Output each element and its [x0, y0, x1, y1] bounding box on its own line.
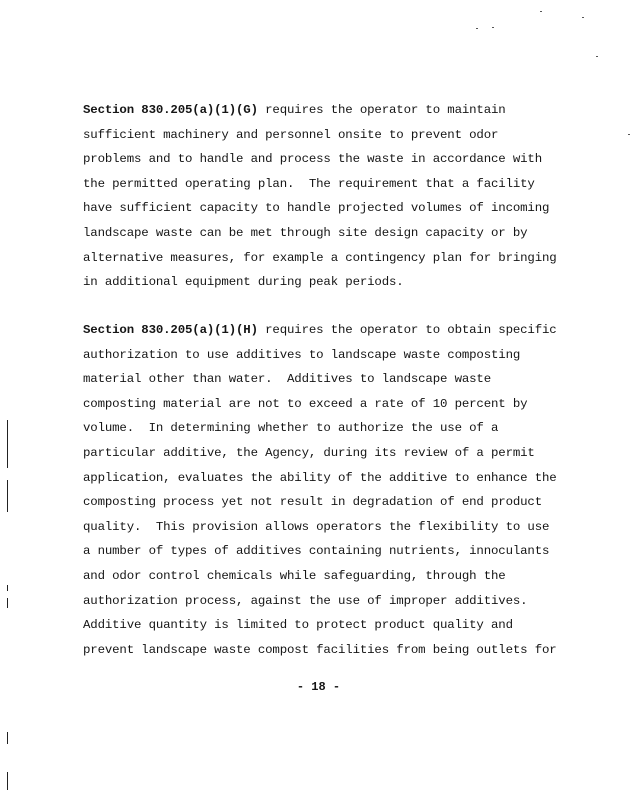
text-line: the permitted operating plan. The requirement that a facility [83, 176, 535, 191]
page-number: - 18 - [296, 680, 341, 694]
text-line: application, evaluates the ability of the additive to enhance the [83, 470, 557, 485]
text-line: composting material are not to exceed a rate of 10 percent by [83, 396, 528, 411]
text-line: a number of types of additives containing nutrients, innoculants [83, 544, 550, 559]
text-line [83, 318, 583, 343]
margin-scan-mark [7, 732, 8, 744]
text-line-content: requires the operator to maintain [257, 103, 506, 117]
margin-scan-mark [7, 598, 8, 608]
margin-scan-mark [7, 480, 8, 512]
paragraph-section-830-205-a-1-g [83, 98, 583, 295]
scan-speck [476, 28, 478, 29]
text-line-content: requires the operator to obtain specific [257, 323, 557, 337]
text-line: authorization to use additives to landscape waste composting [83, 347, 521, 362]
paragraph-section-830-205-a-1-h [83, 318, 583, 662]
text-line: composting process yet not result in degradation of end product [83, 495, 542, 510]
text-line: prevent landscape waste compost facilities from being outlets for [83, 642, 557, 657]
margin-scan-mark [7, 585, 8, 591]
scan-speck [582, 17, 584, 18]
scan-speck [596, 56, 598, 57]
margin-scan-mark [7, 772, 8, 790]
section-reference: Section 830.205(a)(1)(G) [83, 103, 258, 117]
text-line: authorization process, against the use of improper additives. [83, 593, 528, 608]
text-line: problems and to handle and process the waste in accordance with [83, 152, 542, 167]
text-line [83, 98, 583, 123]
scan-speck [628, 134, 630, 135]
text-line: quality. This provision allows operators the flexibility to use [83, 519, 550, 534]
scan-speck [540, 11, 542, 12]
text-line: have sufficient capacity to handle projected volumes of incoming [83, 201, 550, 216]
text-line: landscape waste can be met through site design capacity or by [83, 225, 528, 240]
text-line: sufficient machinery and personnel onsite to prevent odor [83, 127, 499, 142]
text-line: volume. In determining whether to authorize the use of a [83, 421, 499, 436]
text-line: in additional equipment during peak periods. [83, 275, 404, 290]
section-reference: Section 830.205(a)(1)(H) [83, 323, 258, 337]
text-line: and odor control chemicals while safeguarding, through the [83, 568, 506, 583]
margin-scan-mark [7, 420, 8, 468]
text-line: alternative measures, for example a contingency plan for bringing [83, 250, 557, 265]
text-line: particular additive, the Agency, during its review of a permit [83, 445, 535, 460]
scan-speck [492, 27, 494, 28]
text-line: Additive quantity is limited to protect product quality and [83, 618, 513, 633]
text-line: material other than water. Additives to landscape waste [83, 372, 491, 387]
